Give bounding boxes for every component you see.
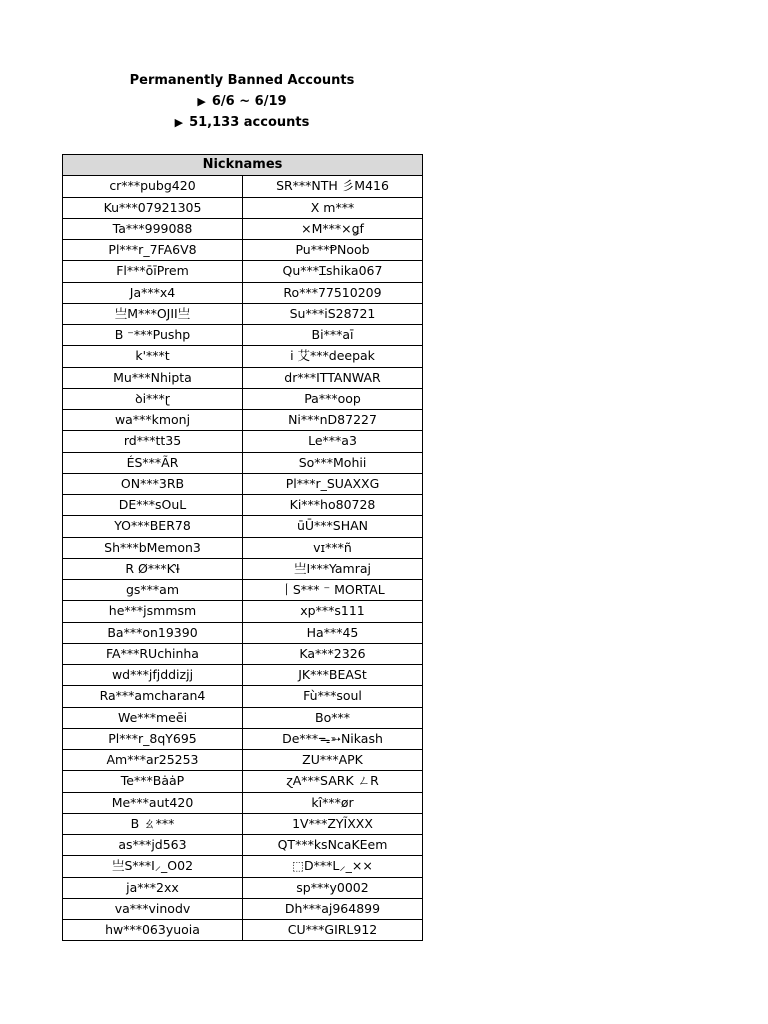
nickname-cell: vɪ***ñ (243, 537, 423, 558)
nickname-cell: FA***RUchinha (63, 643, 243, 664)
table-row (63, 282, 423, 303)
nickname-cell: 亗I***Yamraj (243, 558, 423, 579)
nickname-cell: QT***ksNcaKEem (243, 835, 423, 856)
nickname-cell: k'***t (63, 346, 243, 367)
nickname-cell: rd***tt35 (63, 431, 243, 452)
nickname-cell: ūŪ***SHAN (243, 516, 423, 537)
nickname-cell: We***meēi (63, 707, 243, 728)
nickname-cell: Sh***bMemon3 (63, 537, 243, 558)
table-row (63, 473, 423, 494)
nickname-cell: 丨S*** ⁻ MORTAL (243, 580, 423, 601)
nickname-cell: Ra***amcharan4 (63, 686, 243, 707)
nickname-cell: sp***y0002 (243, 877, 423, 898)
nickname-cell: SR***NTH 彡M416 (243, 176, 423, 197)
nickname-cell: Mu***Nhipta (63, 367, 243, 388)
nickname-cell: Dh***aj964899 (243, 898, 423, 919)
nickname-cell: Ja***x4 (63, 282, 243, 303)
nickname-cell: xp***s111 (243, 601, 423, 622)
nickname-cell: Fl***ōīPrem (63, 261, 243, 282)
table-row (63, 601, 423, 622)
table-row (63, 580, 423, 601)
nicknames-table (62, 154, 423, 941)
nickname-cell: wa***kmonj (63, 410, 243, 431)
table-row (63, 622, 423, 643)
nickname-cell: kȋ***ør (243, 792, 423, 813)
table-row (63, 495, 423, 516)
nickname-cell: Qu***Ɪshika067 (243, 261, 423, 282)
nickname-cell: Pa***oop (243, 388, 423, 409)
nickname-cell: ɀA***SARK ㄥR (243, 771, 423, 792)
triangle-bullet-icon: ▶ (197, 95, 206, 108)
table-row (63, 665, 423, 686)
table-row (63, 452, 423, 473)
nickname-cell: Ni***nD87227 (243, 410, 423, 431)
table-row (63, 303, 423, 324)
nickname-cell: cr***pubg420 (63, 176, 243, 197)
report-header (62, 70, 422, 133)
table-row (63, 856, 423, 877)
nickname-cell: B ㄠ*** (63, 813, 243, 834)
nickname-cell: So***Mohii (243, 452, 423, 473)
nickname-cell: wd***jfjddizjj (63, 665, 243, 686)
table-row (63, 176, 423, 197)
table-row (63, 537, 423, 558)
nickname-cell: ⬚D***L⸝_×× (243, 856, 423, 877)
nickname-cell: Me***aut420 (63, 792, 243, 813)
nickname-cell: Ha***45 (243, 622, 423, 643)
table-row (63, 367, 423, 388)
nickname-cell: ×M***×ǥf (243, 218, 423, 239)
account-count: 51,133 accounts (189, 115, 310, 130)
nickname-cell: dr***ITTANWAR (243, 367, 423, 388)
date-range: 6/6 ~ 6/19 (211, 94, 287, 109)
nickname-cell: ON***3RB (63, 473, 243, 494)
nickname-cell: hw***063yuoia (63, 920, 243, 941)
table-row (63, 792, 423, 813)
nickname-cell: Ro***77510209 (243, 282, 423, 303)
table-row (63, 771, 423, 792)
nickname-cell: 亗M***OJII亗 (63, 303, 243, 324)
table-row (63, 261, 423, 282)
nickname-cell: R Ø***ƘƗ (63, 558, 243, 579)
table-row (63, 410, 423, 431)
nickname-cell: 亗S***I⸝_O02 (63, 856, 243, 877)
table-row (63, 920, 423, 941)
table-header-row (63, 155, 423, 176)
table-row (63, 388, 423, 409)
table-row (63, 240, 423, 261)
table-row (63, 898, 423, 919)
table-row (63, 516, 423, 537)
table-row (63, 707, 423, 728)
nickname-cell: Pl***r_7FA6V8 (63, 240, 243, 261)
nickname-cell: Ta***999088 (63, 218, 243, 239)
nickname-cell: De***ᯓ➳Nikash (243, 728, 423, 749)
nickname-cell: B ⁻***Pushp (63, 325, 243, 346)
nickname-cell: Bo*** (243, 707, 423, 728)
nickname-cell: ja***2xx (63, 877, 243, 898)
nickname-cell: Ba***on19390 (63, 622, 243, 643)
triangle-bullet-icon: ▶ (174, 116, 184, 129)
table-body (63, 176, 423, 941)
nickname-cell: gs***am (63, 580, 243, 601)
nickname-cell: Ki***ho80728 (243, 495, 423, 516)
table-row (63, 877, 423, 898)
nickname-cell: Pu***ⱣNoob (243, 240, 423, 261)
nickname-cell: Pl***r_SUAXXG (243, 473, 423, 494)
nickname-cell: ꝺi***ɽ (63, 388, 243, 409)
nickname-cell: Bi***aī (243, 325, 423, 346)
table-row (63, 431, 423, 452)
nickname-cell: Le***a3 (243, 431, 423, 452)
table-row (63, 325, 423, 346)
nickname-cell: YO***BER78 (63, 516, 243, 537)
nickname-cell: CU***GIRL912 (243, 920, 423, 941)
table-row (63, 218, 423, 239)
nickname-cell: Su***iS28721 (243, 303, 423, 324)
nickname-cell: ZU***APK (243, 750, 423, 771)
nickname-cell: Ku***07921305 (63, 197, 243, 218)
nickname-cell: he***jsmmsm (63, 601, 243, 622)
table-row (63, 686, 423, 707)
table-row (63, 750, 423, 771)
nicknames-column-header: Nicknames (63, 155, 423, 176)
nickname-cell: va***vinodv (63, 898, 243, 919)
nickname-cell: DE***sOuL (63, 495, 243, 516)
nickname-cell: ÉS***ÃR (63, 452, 243, 473)
nickname-cell: X m*** (243, 197, 423, 218)
nickname-cell: 1V***ZYĨXXX (243, 813, 423, 834)
nickname-cell: Pl***r_8qY695 (63, 728, 243, 749)
table-row (63, 197, 423, 218)
nickname-cell: Fù***soul (243, 686, 423, 707)
date-range-line (62, 91, 422, 112)
table-row (63, 558, 423, 579)
nickname-cell: Am***ar25253 (63, 750, 243, 771)
nickname-cell: i 艾***deepak (243, 346, 423, 367)
table-row (63, 835, 423, 856)
table-row (63, 813, 423, 834)
table-row (63, 643, 423, 664)
nickname-cell: as***jd563 (63, 835, 243, 856)
nickname-cell: Te***BȧȧP (63, 771, 243, 792)
table-row (63, 728, 423, 749)
account-count-line (62, 112, 422, 133)
report-title: Permanently Banned Accounts (129, 73, 355, 88)
table-row (63, 346, 423, 367)
nickname-cell: JK***BEASt (243, 665, 423, 686)
nickname-cell: Ka***2326 (243, 643, 423, 664)
